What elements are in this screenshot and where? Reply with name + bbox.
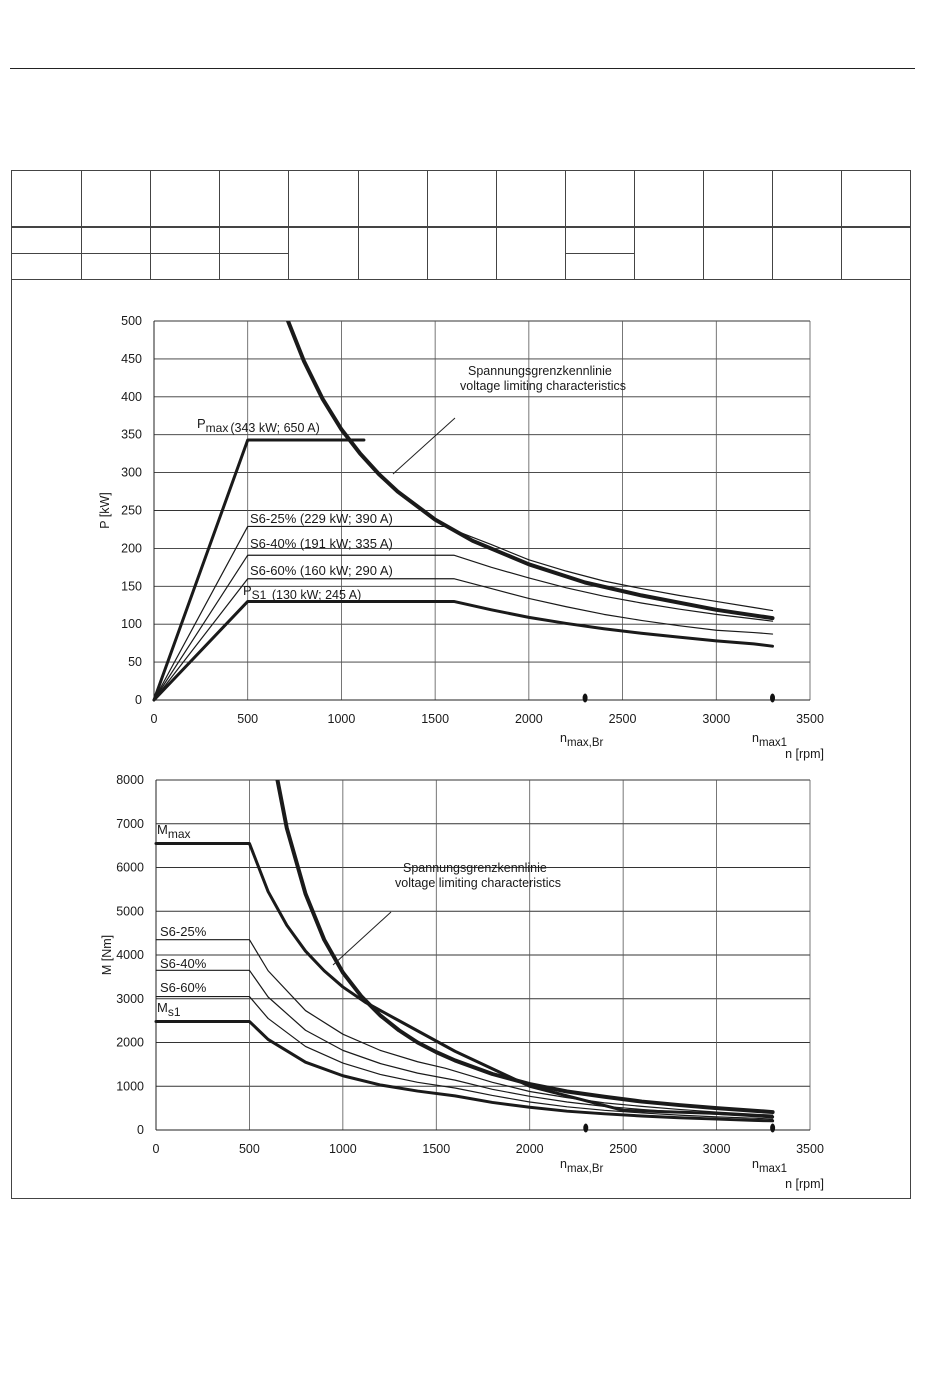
y-tick-label: 300 (121, 465, 142, 480)
ps1-label: PS1 (130 kW; 245 A) (243, 583, 362, 602)
x-tick-label: 2000 (514, 712, 543, 726)
series-line (156, 997, 773, 1120)
voltage-limit-label-en: voltage limiting characteristics (460, 379, 627, 393)
x-tick-label: 1000 (327, 712, 356, 726)
x-tick-label: 500 (238, 1142, 260, 1156)
y-tick-label: 150 (121, 579, 142, 594)
x-tick-label: 500 (237, 712, 259, 726)
y-tick-label: 500 (121, 314, 142, 328)
x-tick-label: 0 (152, 1142, 160, 1156)
series-line (154, 526, 773, 700)
x-axis-title: n [rpm] (785, 1177, 824, 1191)
speed-marker (583, 1124, 588, 1133)
y-tick-label: 2000 (116, 1035, 144, 1050)
y-tick-label: 350 (121, 427, 142, 442)
speed-marker (770, 694, 775, 703)
annotation-leader (333, 912, 391, 965)
torque-chart (100, 773, 824, 1191)
y-tick-label: 100 (121, 617, 142, 632)
y-tick-label: 6000 (116, 860, 144, 875)
speed-marker (770, 1124, 775, 1133)
x-tick-label: 3500 (796, 1142, 824, 1156)
nmax1-label: nmax1 (752, 731, 788, 749)
y-tick-label: 7000 (116, 816, 144, 831)
y-tick-label: 5000 (116, 904, 144, 919)
y-axis-title: M [Nm] (100, 934, 114, 976)
y-tick-label: 450 (121, 351, 142, 366)
power-chart (98, 314, 824, 761)
y-tick-label: 250 (121, 503, 142, 518)
x-tick-label: 3000 (702, 712, 731, 726)
y-tick-label: 8000 (116, 773, 144, 787)
y-tick-label: 1000 (116, 1079, 144, 1094)
s6-25-label: S6-25% (160, 924, 207, 939)
voltage-limit-label-en: voltage limiting characteristics (395, 876, 562, 890)
ms1-label: Ms1 (157, 1000, 181, 1019)
nmax1-label: nmax1 (752, 1157, 788, 1175)
s6-40-label: S6-40% (191 kW; 335 A) (250, 536, 393, 551)
y-tick-label: 400 (121, 389, 142, 404)
y-tick-label: 3000 (116, 991, 144, 1006)
x-tick-label: 2000 (515, 1142, 544, 1156)
s6-60-label: S6-60% (160 kW; 290 A) (250, 563, 393, 578)
x-tick-label: 3000 (702, 1142, 731, 1156)
y-tick-label: 0 (135, 693, 142, 707)
x-tick-label: 1500 (421, 712, 450, 726)
x-tick-label: 1500 (422, 1142, 451, 1156)
speed-marker (583, 694, 588, 703)
series-line (156, 940, 773, 1115)
series-line (277, 780, 772, 1112)
annotation-leader (393, 418, 455, 474)
series-line (154, 601, 773, 700)
x-tick-label: 0 (150, 712, 158, 726)
x-tick-label: 3500 (796, 712, 824, 726)
pmax-label: Pmax (343 kW; 650 A) (197, 416, 320, 435)
series-line (156, 970, 773, 1117)
y-tick-label: 0 (137, 1123, 144, 1137)
y-tick-label: 50 (128, 655, 142, 670)
s6-60-label: S6-60% (160, 980, 207, 995)
voltage-limit-label-de: Spannungsgrenzkennlinie (468, 364, 612, 378)
x-tick-label: 1000 (328, 1142, 357, 1156)
nmax-br-label: nmax,Br (560, 731, 604, 749)
voltage-limit-label-de: Spannungsgrenzkennlinie (403, 861, 547, 875)
y-tick-label: 200 (121, 541, 142, 556)
series-line (154, 555, 773, 700)
s6-40-label: S6-40% (160, 956, 207, 971)
x-tick-label: 2500 (608, 712, 637, 726)
y-tick-label: 4000 (116, 948, 144, 962)
x-axis-title: n [rpm] (785, 747, 824, 761)
nmax-br-label: nmax,Br (560, 1157, 604, 1175)
y-axis-title: P [kW] (98, 492, 112, 529)
mmax-label: Mmax (157, 822, 191, 841)
x-tick-label: 2500 (609, 1142, 638, 1156)
s6-25-label: S6-25% (229 kW; 390 A) (250, 511, 393, 526)
